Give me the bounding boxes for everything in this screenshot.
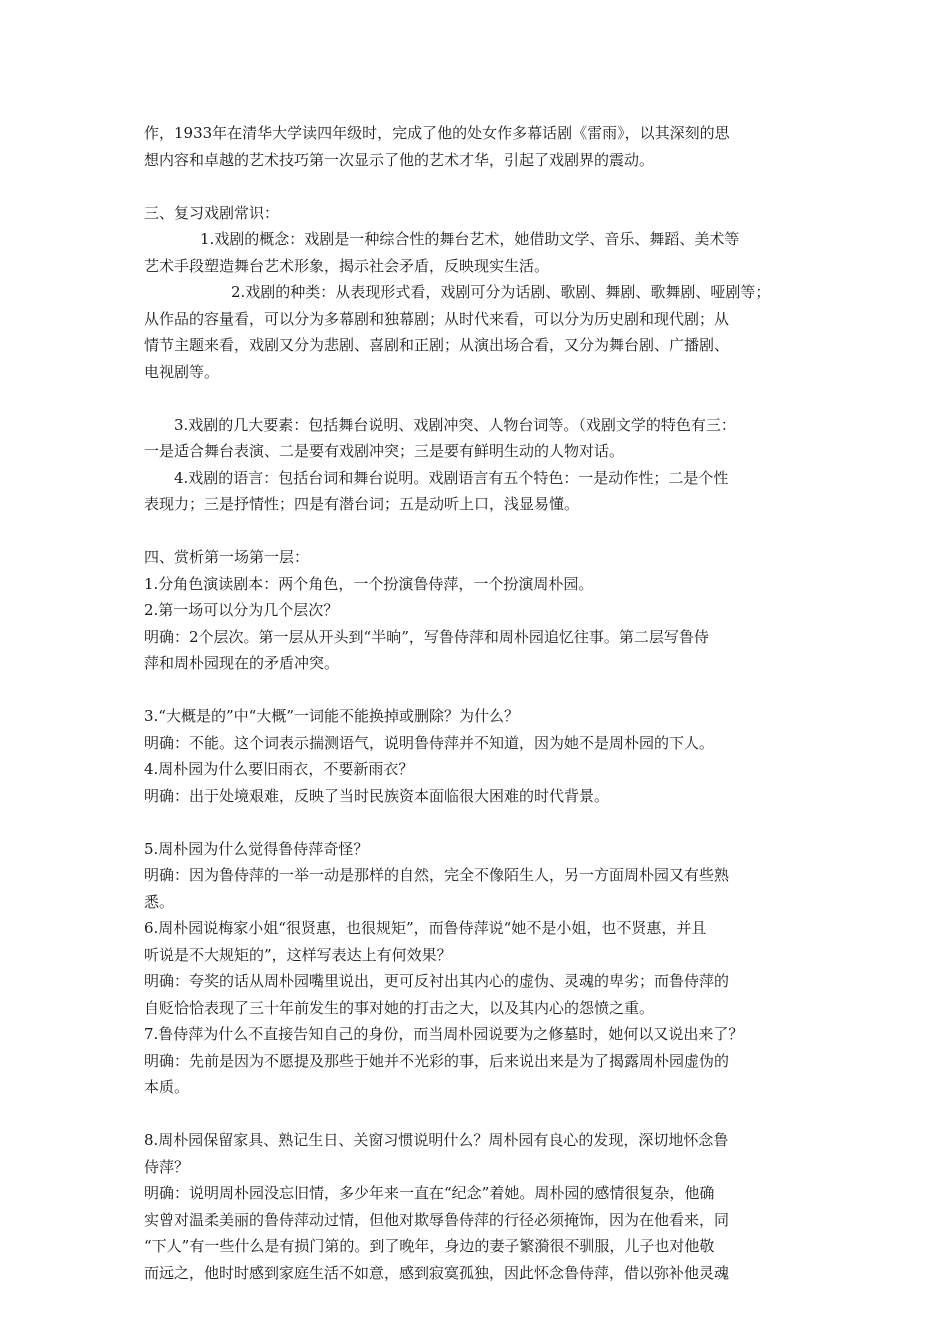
section4-block2-line-4: 明确：出于处境艰难，反映了当时民族资本面临很大困难的时代背景。 bbox=[144, 786, 610, 805]
section4-block1-line-1: 1.分角色演读剧本：两个角色，一个扮演鲁侍萍，一个扮演周朴园。 bbox=[144, 574, 594, 593]
section3-p4-line-1: 4.戏剧的语言：包括台词和舞台说明。戏剧语言有五个特色：一是动作性；二是个性 bbox=[174, 468, 729, 487]
intro-line-2: 想内容和卓越的艺术技巧第一次显示了他的艺术才华，引起了戏剧界的震动。 bbox=[144, 150, 655, 169]
section3-p2-line-2: 从作品的容量看，可以分为多幕剧和独幕剧；从时代来看，可以分为历史剧和现代剧；从 bbox=[144, 309, 730, 328]
section4-block2-line-2: 明确：不能。这个词表示揣测语气，说明鲁侍萍并不知道，因为她不是周朴园的下人。 bbox=[144, 733, 715, 752]
blank-line bbox=[144, 173, 810, 200]
section3-p3-line-2: 一是适合舞台表演、二是要有戏剧冲突；三是要有鲜明生动的人物对话。 bbox=[144, 442, 625, 460]
section3-p2-line-1: 2.戏剧的种类：从表现形式看，戏剧可分为话剧、歌剧、舞剧、歌舞剧、哑剧等； bbox=[231, 283, 771, 301]
section4-block3-line-2: 明确：因为鲁侍萍的一举一动是那样的自然，完全不像陌生人，另一方面周朴园又有些熟 bbox=[144, 866, 730, 884]
section4-heading: 四、赏析第一场第一层： bbox=[144, 548, 310, 566]
section3-p1-line-1: 1.戏剧的概念：戏剧是一种综合性的舞台艺术，她借助文学、音乐、舞蹈、美术等 bbox=[200, 230, 740, 248]
blank-line bbox=[144, 1101, 810, 1128]
section3-p1-line-2: 艺术手段塑造舞台艺术形象，揭示社会矛盾，反映现实生活。 bbox=[144, 256, 550, 275]
blank-line bbox=[144, 677, 810, 704]
section3-p2-line-3: 情节主题来看，戏剧又分为悲剧、喜剧和正剧；从演出场合看，又分为舞台剧、广播剧、 bbox=[144, 336, 730, 354]
section4-block4-line-4: 实曾对温柔美丽的鲁侍萍动过情，但他对欺辱鲁侍萍的行径必须掩饰，因为在他看来，同 bbox=[144, 1210, 730, 1229]
blank-line bbox=[144, 809, 810, 836]
section4-block3-line-6: 明确：夸奖的话从周朴园嘴里说出，更可反衬出其内心的虚伪、灵魂的卑劣；而鲁侍萍的 bbox=[144, 972, 730, 990]
section4-block1-line-3: 明确：2个层次。第一层从开头到“半晌”，写鲁侍萍和周朴园追忆往事。第二层写鲁侍 bbox=[144, 627, 709, 646]
section4-block4-line-5: “下人”有一些什么是有损门第的。到了晚年，身边的妻子繁漪很不驯服，儿子也对他敬 bbox=[144, 1237, 715, 1255]
section4-block3-line-3: 悉。 bbox=[144, 892, 175, 911]
section3-heading: 三、复习戏剧常识： bbox=[144, 203, 280, 222]
intro-line-1: 作，1933年在清华大学读四年级时，完成了他的处女作多幕话剧《雷雨》，以其深刻的思 bbox=[144, 124, 730, 142]
document-page bbox=[144, 120, 810, 1286]
section4-block4-line-3: 明确：说明周朴园没忘旧情，多少年来一直在“纪念”着她。周朴园的感情很复杂，他确 bbox=[144, 1184, 715, 1202]
section4-block3-line-5: 听说是不大规矩的”，这样写表达上有何效果？ bbox=[144, 945, 452, 964]
blank-line bbox=[144, 385, 810, 412]
section4-block3-line-9: 明确：先前是因为不愿提及那些于她并不光彩的事，后来说出来是为了揭露周朴园虚伪的 bbox=[144, 1051, 730, 1070]
section4-block2-line-3: 4.周朴园为什么要旧雨衣，不要新雨衣？ bbox=[144, 760, 414, 778]
section4-block4-line-6: 而远之，他时时感到家庭生活不如意，感到寂寞孤独，因此怀念鲁侍萍，借以弥补他灵魂 bbox=[144, 1263, 730, 1282]
section4-block1-line-2: 2.第一场可以分为几个层次？ bbox=[144, 601, 339, 619]
blank-line bbox=[144, 518, 810, 545]
section4-block3-line-4: 6.周朴园说梅家小姐“很贤惠，也很规矩”，而鲁侍萍说“她不是小姐，也不贤惠，并且 bbox=[144, 919, 707, 937]
section4-block2-line-1: 3.“大概是的”中“大概”一词能不能换掉或删除？为什么？ bbox=[144, 707, 519, 725]
section4-block3-line-1: 5.周朴园为什么觉得鲁侍萍奇怪？ bbox=[144, 839, 369, 858]
section4-block3-line-7: 自贬恰恰表现了三十年前发生的事对她的打击之大，以及其内心的怨愤之重。 bbox=[144, 998, 655, 1017]
section4-block1-line-4: 萍和周朴园现在的矛盾冲突。 bbox=[144, 654, 340, 672]
section4-block3-line-10: 本质。 bbox=[144, 1078, 190, 1096]
section3-p2-line-4: 电视剧等。 bbox=[144, 362, 220, 381]
section4-block4-line-1: 8.周朴园保留家具、熟记生日、关窗习惯说明什么？周朴园有良心的发现，深切地怀念鲁 bbox=[144, 1131, 729, 1149]
section3-p4-line-2: 表现力；三是抒情性；四是有潜台词；五是动听上口，浅显易懂。 bbox=[144, 495, 580, 513]
section3-p3-line-1: 3.戏剧的几大要素：包括舞台说明、戏剧冲突、人物台词等。（戏剧文学的特色有三： bbox=[174, 415, 736, 434]
section4-block4-line-2: 侍萍？ bbox=[144, 1157, 190, 1176]
section4-block3-line-8: 7.鲁侍萍为什么不直接告知自己的身份，而当周朴园说要为之修墓时，她何以又说出来了？ bbox=[144, 1025, 744, 1043]
